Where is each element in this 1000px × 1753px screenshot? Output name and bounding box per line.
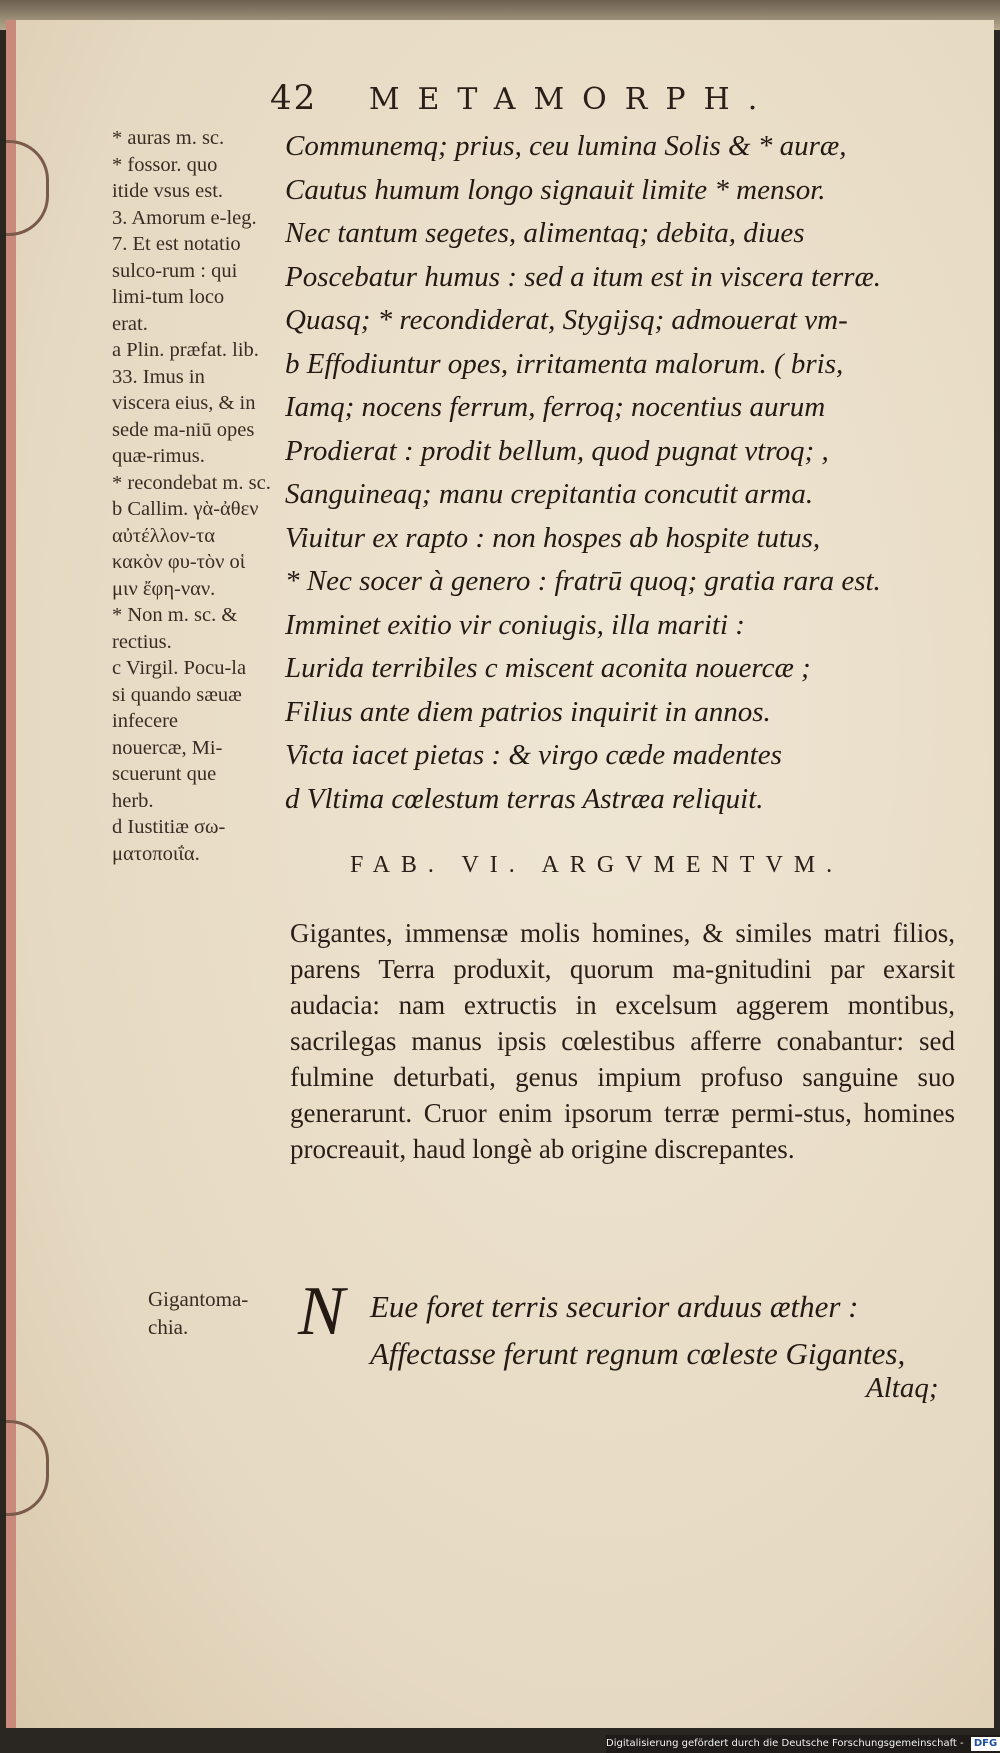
side-label-gigantomachia: Gigantoma-chia. xyxy=(148,1287,249,1339)
margin-note: 3. Amorum e-leg. 7. Et est notatio sulco-rum : qui limi-tum loco erat. xyxy=(112,206,257,335)
dfg-logo-icon: DFG xyxy=(971,1737,1000,1751)
margin-note: a Plin. præfat. lib. 33. Imus in viscera eius, & in sede ma-niū opes quæ-rimus. xyxy=(112,339,259,467)
fable-heading: FAB. VI. ARGVMENTVM. xyxy=(350,852,844,878)
margin-note: * Non m. sc. & rectius. xyxy=(112,604,238,653)
verse-line: Viuitur ex rapto : non hospes ab hospite tutus, xyxy=(285,521,821,554)
margin-note: * fossor. quo itide vsus est. xyxy=(112,153,224,202)
verse-line: Eue foret terris securior arduus æther : xyxy=(370,1289,859,1324)
verse-line: Affectasse ferunt regnum cœleste Gigantes, xyxy=(370,1336,906,1371)
verse-line: Filius ante diem patrios inquirit in annos. xyxy=(285,695,771,728)
verse-line: Poscebatur humus : sed a itum est in viscera terræ. xyxy=(285,260,882,293)
verse-line: Lurida terribiles c miscent aconita nouercæ ; xyxy=(285,652,811,684)
page-number: 42 xyxy=(270,78,318,118)
verse-line: Cautus humum longo signauit limite * mensor. xyxy=(285,173,826,206)
page-header xyxy=(270,78,870,118)
binding-ring-top xyxy=(6,140,49,236)
binding-ring-bottom xyxy=(6,1420,49,1516)
verse-line: Iamq; nocens ferrum, ferroq; nocentius aurum xyxy=(285,391,826,423)
verse-line: Victa iacet pietas : & virgo cæde madentes xyxy=(285,739,782,771)
verse-line: Nec tantum segetes, alimentaq; debita, diues xyxy=(285,217,805,249)
verse-line: d Vltima cœlestum terras Astræa reliquit. xyxy=(285,782,764,815)
argument-paragraph: Gigantes, immensæ molis homines, & similes matri filios, parens Terra produxit, quorum ma-gnitudini par exarsit audacia: nam extructis in excelsum aggerem montibus, sacrilegas manus ipsis cœlestibus afferre conabantur: sed fulmine deturbati, genus impium profuso sanguine suo generarunt. Cruor enim ipsorum terræ permi-stus, homines procreauit, haud longè ab origine discrepantes. xyxy=(290,918,955,1164)
verse-line: Prodierat : prodit bellum, quod pugnat vtroq; , xyxy=(285,434,829,467)
margin-note: b Callim. γὰ-ἀθεν αὐτέλλον-τα κακὸν φυ-τὸν οἱ μιν ἔφη-ναν. xyxy=(112,498,259,600)
verse-line: Quasq; * recondiderat, Stygijsq; admouerat vm- xyxy=(285,304,848,336)
verse-line: * Nec socer à genero : fratrū quoq; gratia rara est. xyxy=(285,565,881,597)
margin-note: * auras m. sc. xyxy=(112,127,225,149)
verse-block-2 xyxy=(370,1283,970,1377)
drop-cap: N xyxy=(298,1273,345,1350)
verse-line: b Effodiuntur opes, irritamenta malorum. ( bris, xyxy=(285,347,844,380)
verse-line: Sanguineaq; manu crepitantia concutit arma. xyxy=(285,478,814,510)
credit-text: Digitalisierung gefördert durch die Deutsche Forschungsgemeinschaft - xyxy=(606,1738,964,1749)
margin-note: c Virgil. Pocu-la si quando sæuæ infecere nouercæ, Mi-scuerunt que herb. xyxy=(112,657,247,812)
verse-line: Imminet exitio vir coniugis, illa mariti : xyxy=(285,608,745,641)
digitization-credit xyxy=(606,1735,1000,1753)
verse-block xyxy=(285,125,955,821)
catchword: Altaq; xyxy=(866,1372,939,1404)
verse-line: Communemq; prius, ceu lumina Solis & * auræ, xyxy=(285,130,847,162)
margin-notes xyxy=(112,125,290,867)
margin-note: * recondebat m. sc. xyxy=(112,471,271,494)
margin-note: d Iustitiæ σω-ματοποιΐα. xyxy=(112,816,226,865)
running-title: METAMORPH. xyxy=(368,82,776,117)
